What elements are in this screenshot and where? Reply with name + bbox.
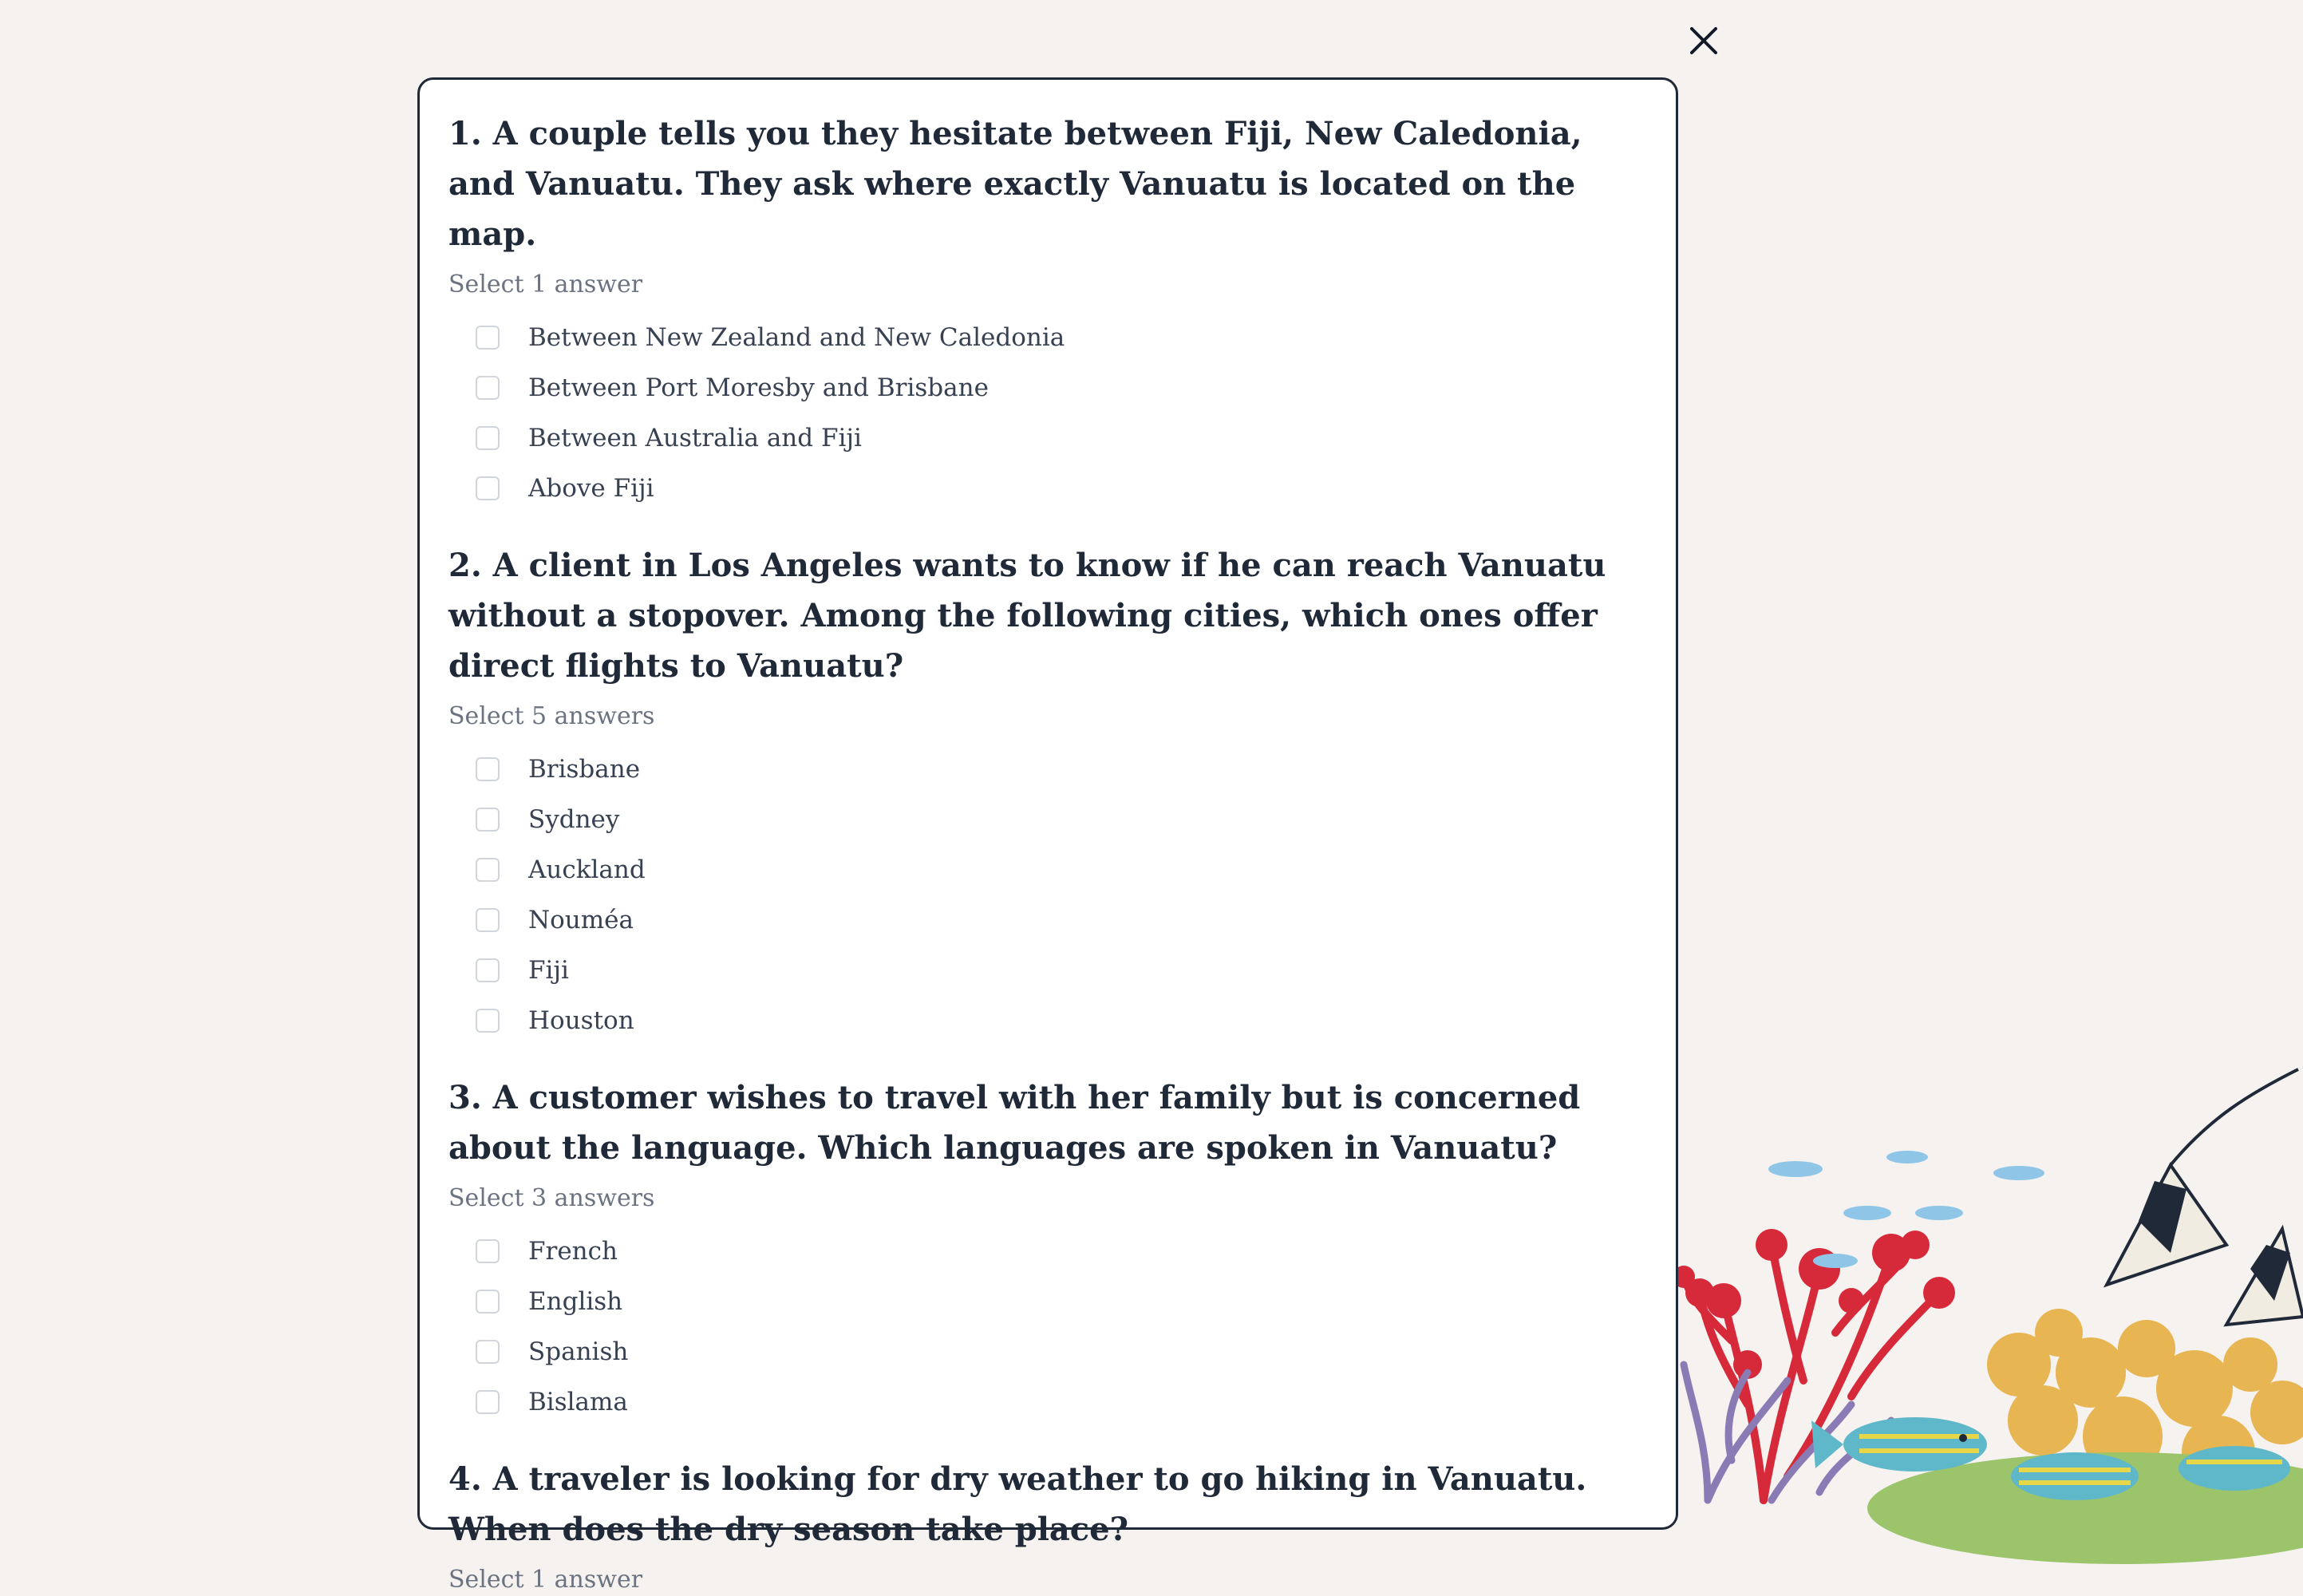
coral-reef-illustration: [1676, 1061, 2303, 1500]
checkbox[interactable]: [476, 1009, 500, 1033]
question-1: [448, 109, 1647, 513]
checkbox[interactable]: [476, 757, 500, 781]
option-item[interactable]: [448, 945, 1647, 995]
option-label: Fiji: [528, 955, 569, 985]
option-label: Between Port Moresby and Brisbane: [528, 373, 989, 402]
checkbox[interactable]: [476, 1340, 500, 1364]
option-list: [448, 1226, 1647, 1427]
checkbox[interactable]: [476, 1290, 500, 1314]
question-3: [448, 1073, 1647, 1427]
option-item[interactable]: [448, 895, 1647, 945]
checkbox[interactable]: [476, 808, 500, 832]
question-hint: Select 3 answers: [448, 1184, 655, 1212]
option-item[interactable]: [448, 744, 1647, 794]
option-item[interactable]: [448, 1226, 1647, 1276]
checkbox[interactable]: [476, 1239, 500, 1263]
close-icon: [1687, 24, 1720, 57]
option-label: Brisbane: [528, 754, 641, 784]
question-2: [448, 540, 1647, 1045]
option-label: Bislama: [528, 1387, 628, 1416]
question-hint: Select 1 answer: [448, 1566, 643, 1594]
checkbox[interactable]: [476, 958, 500, 982]
option-item[interactable]: [448, 362, 1647, 413]
option-label: Above Fiji: [528, 473, 654, 503]
option-list: [448, 312, 1647, 513]
option-item[interactable]: [448, 995, 1647, 1045]
option-label: Houston: [528, 1005, 634, 1035]
question-hint: Select 1 answer: [448, 271, 643, 298]
option-label: Sydney: [528, 804, 620, 834]
checkbox[interactable]: [476, 326, 500, 350]
question-hint: Select 5 answers: [448, 702, 655, 730]
checkbox[interactable]: [476, 426, 500, 450]
option-label: Auckland: [528, 855, 646, 884]
option-label: Between New Zealand and New Caledonia: [528, 322, 1065, 352]
option-item[interactable]: [448, 463, 1647, 513]
close-button[interactable]: [1687, 24, 1720, 57]
option-item[interactable]: [448, 794, 1647, 844]
option-item[interactable]: [448, 1276, 1647, 1326]
checkbox[interactable]: [476, 908, 500, 932]
option-label: Nouméa: [528, 905, 634, 934]
checkbox[interactable]: [476, 476, 500, 500]
option-item[interactable]: [448, 312, 1647, 362]
question-title: 4. A traveler is looking for dry weather to go hiking in Vanuatu. When does the dry season take place?: [448, 1460, 1587, 1548]
option-list: [448, 744, 1647, 1045]
option-item[interactable]: [448, 1326, 1647, 1377]
quiz-card: [417, 77, 1678, 1594]
option-label: English: [528, 1286, 623, 1316]
option-label: Spanish: [528, 1337, 629, 1366]
option-item[interactable]: [448, 844, 1647, 895]
checkbox[interactable]: [476, 858, 500, 882]
option-label: French: [528, 1236, 618, 1266]
option-item[interactable]: [448, 413, 1647, 463]
question-4: [448, 1454, 1647, 1596]
option-label: Between Australia and Fiji: [528, 423, 862, 452]
question-title: 3. A customer wishes to travel with her family but is concerned about the language. Which languages are spoken in Vanuatu?: [448, 1079, 1581, 1167]
checkbox[interactable]: [476, 376, 500, 400]
option-item[interactable]: [448, 1377, 1647, 1427]
question-title: 2. A client in Los Angeles wants to know if he can reach Vanuatu without a stopover. Among the following cities, which ones offer direct flights to Vanuatu?: [448, 547, 1606, 685]
checkbox[interactable]: [476, 1390, 500, 1414]
question-title: 1. A couple tells you they hesitate between Fiji, New Caledonia, and Vanuatu. They ask where exactly Vanuatu is located on the map.: [448, 115, 1582, 253]
